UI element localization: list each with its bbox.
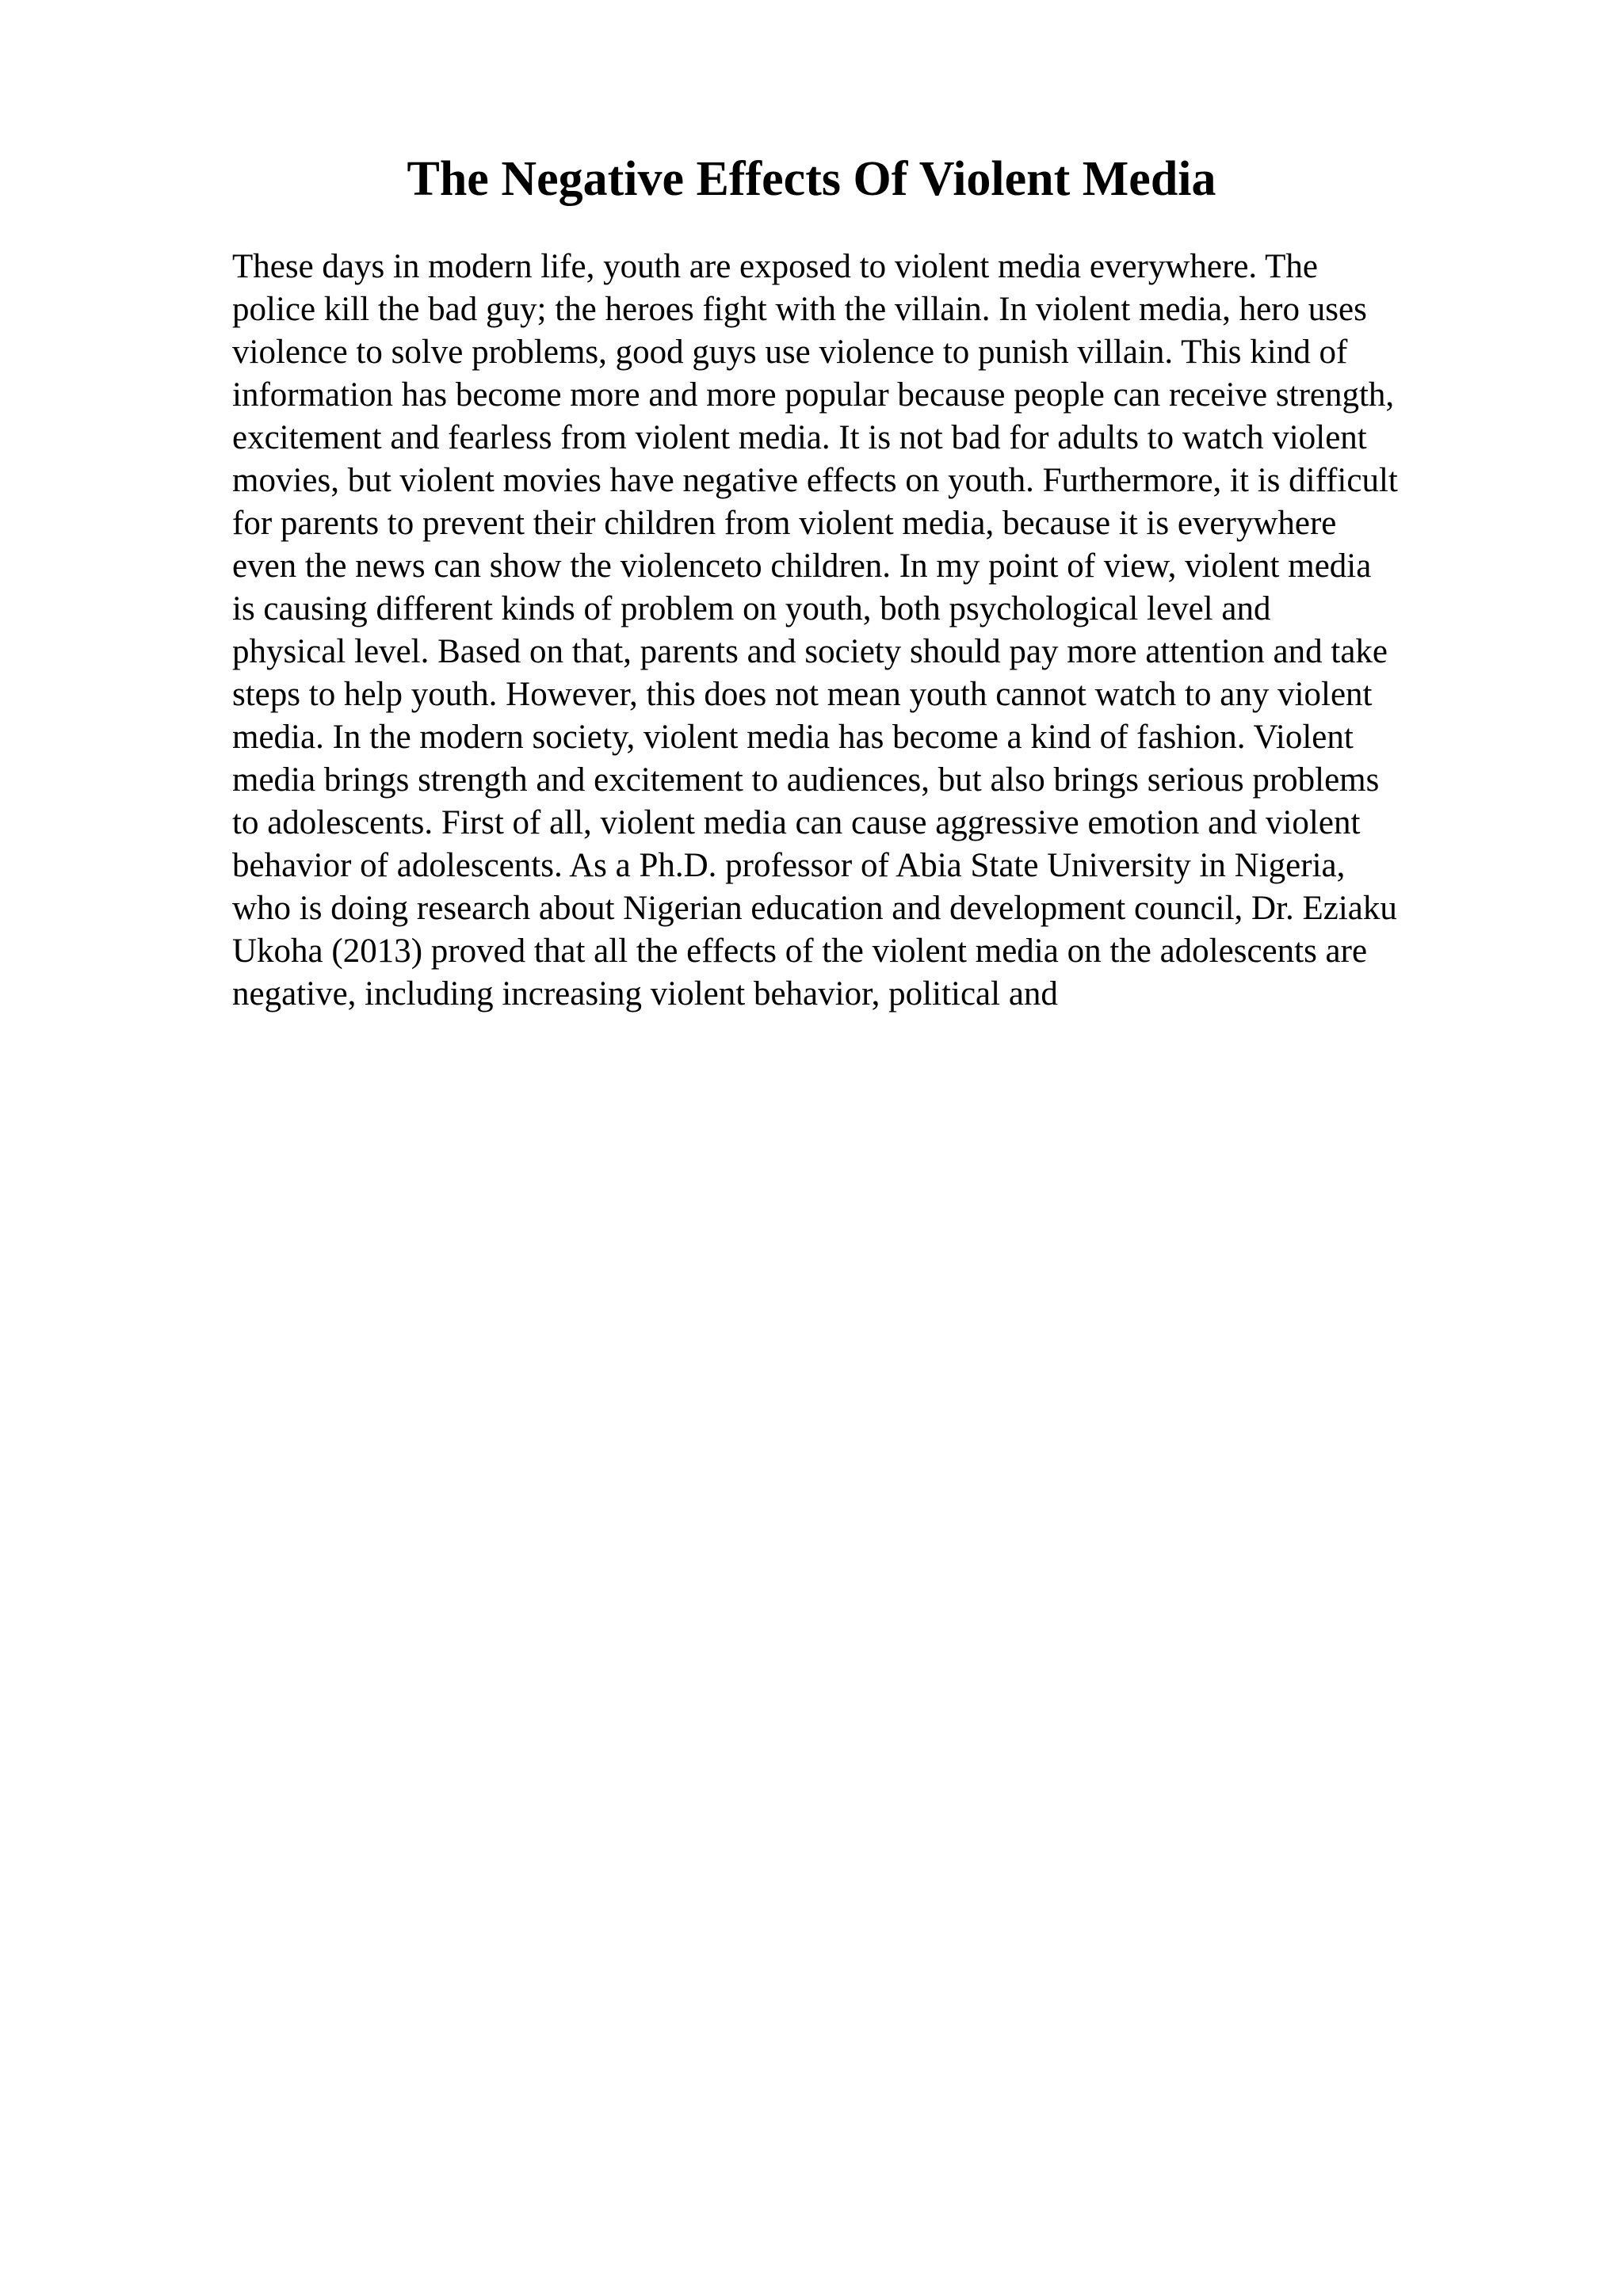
body-line: police kill the bad guy; the heroes fight with the villain. In violent media, hero uses [232,291,1367,328]
body-line: steps to help youth. However, this does not mean youth cannot watch to any violent [232,676,1373,713]
body-line: information has become more and more popular because people can receive strength, [232,376,1395,414]
document-title: The Negative Effects Of Violent Media [407,152,1216,206]
body-line: who is doing research about Nigerian education and development council, Dr. Eziaku [232,890,1397,927]
body-line: media brings strength and excitement to audiences, but also brings serious problems [232,761,1380,799]
body-line: negative, including increasing violent behavior, political and [232,975,1058,1013]
body-line: Ukoha (2013) proved that all the effects of the violent media on the adolescents are [232,933,1368,970]
body-line: even the news can show the violenceto children. In my point of view, violent media [232,547,1372,585]
body-line: to adolescents. First of all, violent media can cause aggressive emotion and violent [232,804,1361,841]
body-line: violence to solve problems, good guys use violence to punish villain. This kind of [232,334,1348,371]
body-line: movies, but violent movies have negative effects on youth. Furthermore, it is difficult [232,462,1398,499]
body-line: is causing different kinds of problem on youth, both psychological level and [232,590,1271,627]
body-line: for parents to prevent their children from violent media, because it is everywhere [232,505,1337,542]
body-line: excitement and fearless from violent media. It is not bad for adults to watch violent [232,419,1367,456]
body-line: media. In the modern society, violent media has become a kind of fashion. Violent [232,719,1354,756]
body-line: physical level. Based on that, parents and society should pay more attention and take [232,633,1388,670]
body-line: behavior of adolescents. As a Ph.D. professor of Abia State University in Nigeria, [232,847,1346,884]
document-body [232,246,1595,1016]
body-line: These days in modern life, youth are exposed to violent media everywhere. The [232,248,1318,285]
